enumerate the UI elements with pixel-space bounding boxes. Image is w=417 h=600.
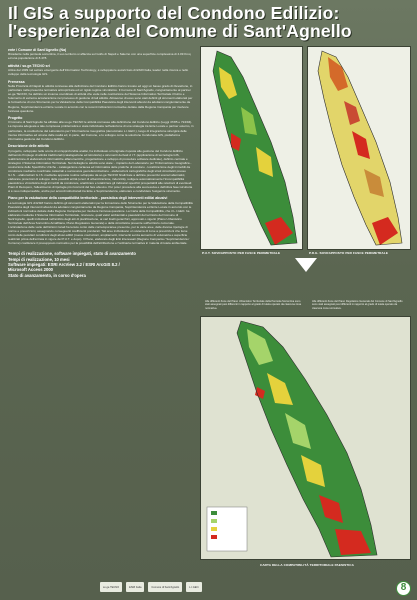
title-line-2: l'esperienza del Comune di Sant'Agnello [8,21,352,41]
prg-map-graphic [308,47,410,249]
section-heading: ente / Comune di Sant'Agnello (Na) [8,48,67,52]
ligeo-logo: L.I.GEO. [186,582,202,592]
section-body: Il Comune di Sant'Agnello ha affidato alla so.ge.TECNO le attività connesse alla definizione del Condono Edilizio (Leggi 47/85 e 724/94). La risposta adeguata a tale complessa problematica è stata individuata nell'adozione di una strategia tra Ente Locale e partner esterno, in particolare, la costituzione del Laboratorio per l'Informazione Geografica (denominato L.I.GEO.), luogo di integrazione sinergica delle risorse informative ed umane delle realtà ed, in parte, del Comune, e lo sviluppo come la soluzione Condonata.GIS, piattaforma informatica gestione del Condono Edilizio. [8,120,194,141]
prg-map-note: Alle differenti Zone del Piano Regolatore Generale del Comune di Sant'Agnello sono stati assegnati pesi differenti in rapporto al grado di tutela operato da ciascuna zona normativa. [312,300,403,310]
project-meta [8,251,194,277]
prg-map-caption: P.R.G. SOVRAPPOSTO PER FASCE PERIMETRALE [309,251,389,255]
put-map-note: Alle differenti Zone del Piano Urbanistico Territoriale della Penisola Sorrentina sono stati assegnati pesi differenti in rapporto al grado di tutela operato da ciascuna zona normativa. [205,300,302,310]
meta-line: Tempi di realizzazione, 10 mesi [8,256,70,262]
section-body: Ricadente nella penisola sorrentina, il suo territorio si affaccia sul Golfo di Napoli e Salerno con una superficie complessiva di 4.09 Kmq ed una popolazione di 8.478. [8,52,191,61]
put-map [200,46,303,250]
put-map-caption: P.U.T. SOVRAPPOSTO PER FASCE PERIMETRALE [202,251,281,255]
section-body: La tecnologia GIS di ESRI hanno definito gli strumenti elaborativi per la formazione dello Strumento per la Valutazione della Compatibilità Paesistica degli interventi abusivi da adottarsi congiuntamente da Regione Campania, Soprintendenza ed Ente Locale in accordo con le indicazioni normative dettate dalla Regione Campania per risolvere l'annosa questione. La Carta della Compatibilità, che il L.I.GEO. ha elaborato mediante il Sistema Informativo Territoriale, riconosce, quali valori ambientali e paesistici del territorio del Comune di Sant'Agnello, quelli individuati nell'ambito degli atti di pianificazione, ai vari livelli gerarchici, approvati o vigenti (Piano Urbanistico Territoriale dell'Area Sorrentino Amalfitana, Piano Regolatore Generale) e della vincolistica presente sull'territorio comunale. L'articolazione delle varie definizioni zonali ha tenuto conto delle contemporanee presenze, per le varie aree, delle diverse tipologie di norme e prescrizioni, assegnando conseguenti coefficienti ponderati. Tali aree individuano un sistema di zone a prescrizioni che tiene conto delle peculiari condizioni degli abusi edilizi (nuove costruzioni, ampliamenti, interventi senza aumento di volumetria e superficie realizzati prima dell'entrata in vigore del P.U.T. e dopo). Il Piano, elaborato dagli Enti interessati (Regione Campania / Soprintendenza / Comune) costituisce il presupposto normativo per la possibilità dell'attribuzione e l'ordinaria normativa in materia di tutela ambientale. [8,200,193,246]
esri-logo: ESRI Italia [126,582,144,592]
section-heading: Premessa [8,79,25,84]
title-line-1: Il GIS a supporto del Condono Edilizio: [8,3,340,23]
comune-logo: Comune di Sant'Agnello [148,582,182,592]
section-heading: Piano per la valutazione della compatibilità territoriale - paesistica degli interventi edilizi abusivi [8,196,168,201]
down-arrow-icon [295,258,317,272]
sogetecno-logo: so.ge.TECNO [100,582,122,592]
section-heading: Progetto [8,116,23,120]
meta-line: Tempi di realizzazione, software impiegati, stato di avanzamento [8,251,136,257]
text-column [8,48,194,568]
number-badge: 8 [396,581,411,596]
meta-line: Stato di avanzamento, in corso d'opera [8,272,86,278]
section-body: Nella Provincia di Napoli le attività connesse alla definizione del Condono Edilizio hanno trovato ed oggi un basso grado di rilevazione, in particolare nella presenza normativa antropizzata ed un rigido regime vincolistico. Il Comune di Sant'Agnello, congiuntamente al partner so.ge.TECNO, ha definito un insieme coordinato di attività che vede nelle costituzione del Sistema Informativo Territoriale il fulcro e l'elemento di estrema accelerazione nel processo di gestione di tali attività. Attraverso di esso sono stati definiti gli strumenti elaborati per la formazione di uno Strumento per la Valutazione della Compatibilità Paesistica degli interventi abusivi da adottarsi congiuntamente da Regione, Soprintendenza ed Ente Locale in accordo con le recenti indicazioni normative dettate dalla Regione Campania per risolvere l'annosa questione. [8,84,193,113]
section-body: Il progetto, sviluppato nelle scorte di un'approfondita analisi, ha individuato un'originale risposta alle gestione del Condono Edilizio definendo l'impiego di attività tradizionali (catalogazione ed istruttoria) e strumenti derivati d I.T. (applicazione di tecnologia GIS, realizzazione di elaborazioni informatiche alfanumeriche, progettazione e sviluppo di procedure software dedicate), definito centrale e strategico il Sistema Informativo Territoriale. Nel dettaglio le attività sono state: - impianto del Laboratorio per l'Informazione Geografica - costruzione delle Specifiche Uniche - catalogazione cartacea ed informatica delle pratiche di condono - localizzazione degli immobili da condonare mediante coordinate catastrali e successiva georeferenziazione - elaborazioni cartografiche degli strati vincolistici presso G.I.S. - elaborazioni G.I.S. mediante apposite routine sviluppate da so.ge.TECNO finalizzate a definire preventivi scenari alternativi, elaborare proiezioni di sviluppo delle possibili entità (oneri di urbanizzazione, indennità), redigere automaticamente l'incompatibilità paesistica e vincolistica degli immobili da condonare, analizzare e totalizzare gli indicatori specifici prospettabili alle relazioni di eventuali Piani di Recupero, l'allestimento di tipologie più ricorrenti del fare abusivo. Per poter procedere alla successiva e definitiva fase istruttoria si è reso indispensabile, anche per accordi istituzionali tra Ente e Soprintendenza, elaborare e condividere l'esigenze strumento. [8,148,193,193]
compatibility-map [200,316,411,560]
compatibility-map-caption: CARTA DELLA COMPATIBILITÀ TERRITORIALE PAESISTICA [260,563,354,567]
footer-logos [100,578,400,596]
maps-column [200,46,411,576]
prg-map [307,46,411,250]
section-heading: attività / so.ge.TECNO srl [8,63,50,68]
section-heading: Descrizione delle attività [8,144,49,149]
poster-title [8,4,412,40]
section-body: Attiva dal 1999 nel settore emergente dell'Information Technology, è sviluppatore autorizzato di ESRI Italia, leader nella ricerca e nello sviluppo della tecnologia GIS. [8,68,189,77]
meta-line: Software impiegati: ESRI ArcView 3.2 / ESRI ArcGIS 8.2 / [8,261,120,267]
meta-line: Microsoft Access 2000 [8,267,53,273]
compatibility-map-graphic [201,317,410,559]
put-map-graphic [201,47,302,249]
